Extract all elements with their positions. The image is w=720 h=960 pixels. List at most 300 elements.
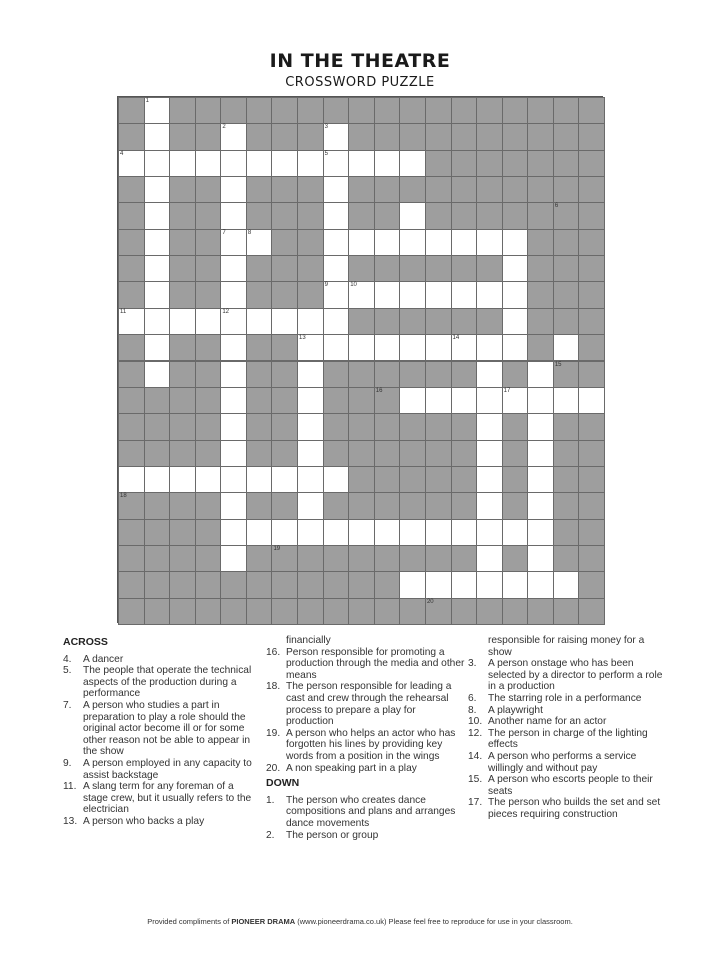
grid-cell-open[interactable]: [297, 308, 324, 335]
grid-cell-blocked: [578, 255, 605, 282]
grid-cell-open[interactable]: [374, 150, 401, 177]
clue-item-text: The person who builds the set and set pieces requiring construction: [488, 797, 661, 820]
grid-cell-open[interactable]: [220, 519, 247, 546]
grid-cell-open[interactable]: [323, 150, 350, 177]
grid-cell-open[interactable]: [553, 334, 580, 361]
grid-cell-open[interactable]: [476, 281, 503, 308]
grid-cell-open[interactable]: [399, 150, 426, 177]
grid-cell-open[interactable]: [220, 361, 247, 388]
footer-credit: [0, 917, 720, 926]
grid-cell-blocked: [399, 255, 426, 282]
grid-cell-blocked: [425, 492, 452, 519]
clue-item-text: A dancer: [83, 653, 124, 665]
grid-cell-open[interactable]: [451, 334, 478, 361]
grid-cell-blocked: [502, 150, 529, 177]
grid-cell-open[interactable]: [220, 255, 247, 282]
clue-number: 18: [120, 493, 127, 500]
grid-cell-open[interactable]: [553, 571, 580, 598]
clue-number: 9: [324, 282, 328, 289]
grid-cell-open[interactable]: [553, 387, 580, 414]
grid-cell-open[interactable]: [246, 150, 273, 177]
grid-cell-blocked: [553, 545, 580, 572]
grid-cell-blocked: [323, 492, 350, 519]
grid-cell-open[interactable]: [220, 176, 247, 203]
grid-cell-blocked: [553, 123, 580, 150]
clue-item-number: 9.: [63, 757, 72, 769]
grid-cell-blocked: [502, 413, 529, 440]
grid-cell-open[interactable]: [527, 545, 554, 572]
clue-item-number: 17.: [468, 797, 483, 809]
grid-cell-open[interactable]: [220, 334, 247, 361]
grid-cell-open[interactable]: [348, 334, 375, 361]
grid-cell-blocked: [246, 123, 273, 150]
grid-cell-blocked: [502, 361, 529, 388]
grid-cell-blocked: [476, 202, 503, 229]
grid-cell-open[interactable]: [118, 150, 145, 177]
grid-cell-open[interactable]: [451, 387, 478, 414]
clue-item-text: A person who studies a part in preparation to play a role should the original actor become ill or for some other reason not be able to appear in the show: [83, 699, 251, 758]
grid-cell-open[interactable]: [271, 519, 298, 546]
grid-cell-blocked: [118, 598, 145, 625]
clue-item: [63, 700, 258, 758]
grid-cell-blocked: [374, 361, 401, 388]
clue-item-number: 20.: [266, 762, 281, 774]
grid-cell-blocked: [118, 202, 145, 229]
grid-cell-open[interactable]: [323, 255, 350, 282]
grid-cell-blocked: [144, 545, 171, 572]
grid-cell-open[interactable]: [502, 281, 529, 308]
grid-cell-open[interactable]: [374, 334, 401, 361]
clue-item-number: 4.: [63, 653, 72, 665]
grid-cell-blocked: [118, 334, 145, 361]
grid-cell-open[interactable]: [425, 334, 452, 361]
grid-cell-blocked: [118, 413, 145, 440]
grid-cell-blocked: [246, 97, 273, 124]
grid-cell-open[interactable]: [220, 202, 247, 229]
grid-cell-blocked: [374, 440, 401, 467]
grid-cell-open[interactable]: [527, 492, 554, 519]
grid-cell-open[interactable]: [220, 308, 247, 335]
grid-cell-open[interactable]: [527, 571, 554, 598]
grid-cell-open[interactable]: [578, 387, 605, 414]
grid-cell-blocked: [169, 387, 196, 414]
grid-cell-open[interactable]: [425, 387, 452, 414]
grid-cell-open[interactable]: [476, 387, 503, 414]
grid-cell-open[interactable]: [169, 150, 196, 177]
grid-cell-open[interactable]: [502, 334, 529, 361]
grid-cell-open[interactable]: [451, 229, 478, 256]
grid-cell-blocked: [297, 229, 324, 256]
grid-cell-blocked: [578, 202, 605, 229]
grid-cell-blocked: [374, 545, 401, 572]
clue-number: 6: [554, 203, 559, 210]
grid-cell-blocked: [297, 281, 324, 308]
grid-cell-open[interactable]: [374, 229, 401, 256]
grid-cell-open[interactable]: [144, 150, 171, 177]
grid-cell-blocked: [374, 571, 401, 598]
grid-cell-blocked: [118, 387, 145, 414]
grid-cell-open[interactable]: [144, 97, 171, 124]
grid-cell-blocked: [553, 519, 580, 546]
down-clue-list: [266, 795, 466, 841]
grid-cell-blocked: [169, 123, 196, 150]
clue-column-2: [266, 635, 466, 841]
grid-cell-blocked: [195, 361, 222, 388]
clue-item: [266, 830, 466, 842]
grid-cell-blocked: [297, 598, 324, 625]
grid-cell-open[interactable]: [476, 519, 503, 546]
grid-cell-open[interactable]: [527, 519, 554, 546]
grid-cell-open[interactable]: [297, 150, 324, 177]
grid-cell-open[interactable]: [297, 466, 324, 493]
grid-cell-open[interactable]: [323, 466, 350, 493]
grid-cell-open[interactable]: [323, 308, 350, 335]
grid-cell-blocked: [451, 545, 478, 572]
grid-cell-blocked: [246, 413, 273, 440]
grid-cell-blocked: [246, 202, 273, 229]
grid-cell-blocked: [374, 176, 401, 203]
grid-cell-open[interactable]: [169, 308, 196, 335]
grid-cell-blocked: [399, 361, 426, 388]
grid-cell-blocked: [195, 229, 222, 256]
grid-cell-open[interactable]: [297, 519, 324, 546]
grid-cell-open[interactable]: [144, 255, 171, 282]
grid-cell-open[interactable]: [297, 413, 324, 440]
grid-cell-open[interactable]: [195, 466, 222, 493]
grid-cell-blocked: [271, 545, 298, 572]
grid-cell-open[interactable]: [399, 281, 426, 308]
grid-cell-open[interactable]: [476, 361, 503, 388]
grid-cell-open[interactable]: [425, 571, 452, 598]
grid-cell-blocked: [271, 334, 298, 361]
clue-number: 19: [273, 545, 281, 552]
clue-number: 16: [375, 387, 383, 394]
grid-cell-blocked: [348, 571, 375, 598]
grid-cell-open[interactable]: [476, 492, 503, 519]
clue-number: 17: [503, 387, 511, 394]
clue-item-text: The person in charge of the lighting effects: [488, 727, 648, 751]
grid-cell-blocked: [476, 598, 503, 625]
grid-cell-open[interactable]: [425, 229, 452, 256]
grid-cell-blocked: [323, 97, 350, 124]
grid-cell-blocked: [348, 308, 375, 335]
grid-cell-blocked: [348, 466, 375, 493]
grid-cell-open[interactable]: [527, 387, 554, 414]
clue-number: 15: [554, 361, 562, 368]
grid-cell-blocked: [246, 598, 273, 625]
grid-cell-blocked: [425, 176, 452, 203]
grid-cell-blocked: [271, 440, 298, 467]
grid-cell-open[interactable]: [144, 361, 171, 388]
clue-number: 14: [452, 335, 460, 342]
grid-cell-blocked: [399, 123, 426, 150]
grid-cell-blocked: [399, 176, 426, 203]
grid-cell-open[interactable]: [220, 440, 247, 467]
grid-cell-open[interactable]: [476, 229, 503, 256]
grid-cell-blocked: [323, 361, 350, 388]
grid-cell-open[interactable]: [144, 308, 171, 335]
clue-number: 7: [222, 229, 226, 236]
grid-cell-blocked: [348, 545, 375, 572]
grid-cell-blocked: [425, 255, 452, 282]
grid-cell-blocked: [169, 229, 196, 256]
grid-cell-blocked: [144, 387, 171, 414]
grid-cell-blocked: [323, 387, 350, 414]
clue-item: [468, 728, 663, 751]
grid-cell-blocked: [476, 97, 503, 124]
clue-item: [266, 728, 466, 763]
grid-cell-open[interactable]: [502, 308, 529, 335]
clue-number: 2: [222, 124, 226, 131]
grid-cell-open[interactable]: [399, 387, 426, 414]
grid-cell-blocked: [425, 361, 452, 388]
clue-item-number: 16.: [266, 646, 281, 658]
grid-cell-blocked: [323, 545, 350, 572]
grid-cell-open[interactable]: [502, 387, 529, 414]
grid-cell-open[interactable]: [374, 519, 401, 546]
grid-cell-blocked: [451, 202, 478, 229]
grid-cell-blocked: [399, 308, 426, 335]
grid-cell-blocked: [118, 176, 145, 203]
grid-cell-open[interactable]: [144, 466, 171, 493]
grid-cell-open[interactable]: [144, 202, 171, 229]
grid-cell-blocked: [118, 545, 145, 572]
grid-cell-open[interactable]: [476, 440, 503, 467]
grid-cell-blocked: [374, 598, 401, 625]
grid-cell-open[interactable]: [297, 387, 324, 414]
grid-cell-blocked: [578, 334, 605, 361]
clue-item: [266, 647, 466, 682]
grid-cell-open[interactable]: [195, 150, 222, 177]
grid-cell-blocked: [502, 492, 529, 519]
grid-cell-blocked: [323, 598, 350, 625]
grid-cell-blocked: [451, 176, 478, 203]
grid-cell-open[interactable]: [476, 466, 503, 493]
clue-item: [63, 816, 258, 828]
clue-number: 13: [299, 335, 306, 342]
grid-cell-blocked: [195, 176, 222, 203]
grid-cell-open[interactable]: [527, 440, 554, 467]
grid-cell-blocked: [169, 519, 196, 546]
clue-item: [266, 795, 466, 830]
grid-cell-open[interactable]: [348, 281, 375, 308]
grid-cell-blocked: [425, 202, 452, 229]
grid-cell-blocked: [399, 466, 426, 493]
puzzle-subtitle: CROSSWORD PUZZLE: [285, 75, 435, 90]
grid-cell-open[interactable]: [220, 123, 247, 150]
grid-cell-open[interactable]: [527, 466, 554, 493]
grid-cell-open[interactable]: [502, 255, 529, 282]
grid-cell-blocked: [578, 571, 605, 598]
clue-item-number: 11.: [63, 781, 77, 793]
grid-cell-blocked: [220, 571, 247, 598]
grid-cell-open[interactable]: [425, 281, 452, 308]
grid-cell-blocked: [118, 281, 145, 308]
grid-cell-open[interactable]: [220, 466, 247, 493]
grid-cell-open[interactable]: [476, 571, 503, 598]
clue-item-number: 15.: [468, 774, 483, 786]
grid-cell-open[interactable]: [144, 281, 171, 308]
grid-cell-open[interactable]: [348, 150, 375, 177]
clue-item-number: 1.: [266, 794, 275, 806]
clue-item: [63, 654, 258, 666]
grid-cell-blocked: [451, 308, 478, 335]
grid-cell-open[interactable]: [118, 308, 145, 335]
grid-cell-open[interactable]: [425, 519, 452, 546]
clue-item-number: 13.: [63, 815, 78, 827]
grid-cell-open[interactable]: [399, 229, 426, 256]
clue-item-text: A person who helps an actor who has forgotten his lines by providing key words from a position in the wings: [286, 727, 456, 762]
grid-cell-open[interactable]: [144, 123, 171, 150]
grid-cell-open[interactable]: [118, 466, 145, 493]
grid-cell-open[interactable]: [144, 334, 171, 361]
grid-cell-blocked: [374, 97, 401, 124]
grid-cell-blocked: [297, 202, 324, 229]
grid-cell-open[interactable]: [271, 308, 298, 335]
clue-item: [468, 797, 663, 820]
grid-cell-open[interactable]: [323, 176, 350, 203]
grid-cell-blocked: [374, 255, 401, 282]
grid-cell-blocked: [578, 413, 605, 440]
grid-cell-open[interactable]: [169, 466, 196, 493]
clue-item-number: 8.: [468, 704, 477, 716]
clue-item: [468, 705, 663, 717]
clue-item: [63, 781, 258, 816]
grid-cell-blocked: [578, 123, 605, 150]
grid-cell-blocked: [118, 97, 145, 124]
grid-cell-blocked: [425, 150, 452, 177]
grid-cell-open[interactable]: [476, 334, 503, 361]
grid-cell-blocked: [451, 255, 478, 282]
grid-cell-open[interactable]: [476, 413, 503, 440]
grid-cell-blocked: [271, 492, 298, 519]
grid-cell-blocked: [169, 281, 196, 308]
grid-cell-open[interactable]: [323, 519, 350, 546]
grid-cell-open[interactable]: [348, 229, 375, 256]
grid-cell-blocked: [553, 97, 580, 124]
grid-cell-blocked: [578, 361, 605, 388]
grid-cell-blocked: [476, 255, 503, 282]
grid-cell-open[interactable]: [451, 281, 478, 308]
grid-cell-open[interactable]: [451, 571, 478, 598]
grid-cell-open[interactable]: [323, 334, 350, 361]
grid-cell-open[interactable]: [271, 466, 298, 493]
clue-item-text: The people that operate the technical aspects of the production during a performance: [83, 665, 252, 700]
grid-cell-open[interactable]: [527, 413, 554, 440]
grid-cell-blocked: [169, 255, 196, 282]
grid-cell-open[interactable]: [297, 334, 324, 361]
grid-cell-blocked: [271, 202, 298, 229]
grid-cell-open[interactable]: [527, 361, 554, 388]
grid-cell-blocked: [348, 492, 375, 519]
grid-cell-blocked: [169, 440, 196, 467]
grid-cell-open[interactable]: [323, 123, 350, 150]
grid-cell-open[interactable]: [323, 229, 350, 256]
grid-cell-blocked: [348, 440, 375, 467]
grid-cell-open[interactable]: [502, 571, 529, 598]
grid-cell-blocked: [578, 97, 605, 124]
grid-cell-blocked: [451, 440, 478, 467]
down-heading: DOWN: [266, 777, 300, 790]
grid-cell-open[interactable]: [246, 466, 273, 493]
grid-cell-blocked: [195, 440, 222, 467]
grid-cell-blocked: [476, 123, 503, 150]
grid-cell-blocked: [578, 440, 605, 467]
grid-cell-blocked: [144, 571, 171, 598]
grid-cell-open[interactable]: [297, 492, 324, 519]
grid-cell-open[interactable]: [246, 308, 273, 335]
grid-cell-open[interactable]: [502, 519, 529, 546]
grid-cell-blocked: [271, 571, 298, 598]
clue-number: 5: [324, 150, 328, 157]
grid-cell-open[interactable]: [144, 229, 171, 256]
grid-cell-blocked: [348, 413, 375, 440]
grid-cell-open[interactable]: [374, 281, 401, 308]
grid-cell-open[interactable]: [220, 545, 247, 572]
grid-cell-open[interactable]: [246, 229, 273, 256]
grid-cell-blocked: [425, 413, 452, 440]
clue-item: [266, 681, 466, 727]
grid-cell-blocked: [144, 492, 171, 519]
grid-cell-open[interactable]: [502, 229, 529, 256]
grid-cell-open[interactable]: [220, 413, 247, 440]
grid-cell-open[interactable]: [451, 519, 478, 546]
grid-cell-blocked: [271, 97, 298, 124]
grid-cell-blocked: [297, 97, 324, 124]
grid-cell-open[interactable]: [297, 440, 324, 467]
grid-cell-blocked: [297, 571, 324, 598]
grid-cell-blocked: [476, 308, 503, 335]
grid-cell-blocked: [451, 123, 478, 150]
grid-cell-open[interactable]: [220, 150, 247, 177]
grid-cell-blocked: [195, 413, 222, 440]
grid-cell-open[interactable]: [271, 150, 298, 177]
grid-cell-open[interactable]: [246, 519, 273, 546]
grid-cell-open[interactable]: [297, 361, 324, 388]
grid-cell-blocked: [451, 598, 478, 625]
grid-cell-blocked: [220, 598, 247, 625]
grid-cell-blocked: [271, 598, 298, 625]
grid-cell-blocked: [527, 150, 554, 177]
grid-cell-open[interactable]: [323, 202, 350, 229]
grid-cell-open[interactable]: [144, 176, 171, 203]
grid-cell-open[interactable]: [348, 519, 375, 546]
grid-cell-open[interactable]: [399, 202, 426, 229]
grid-cell-blocked: [553, 202, 580, 229]
grid-cell-blocked: [169, 176, 196, 203]
grid-cell-open[interactable]: [476, 545, 503, 572]
clue-item-text: A person employed in any capacity to assist backstage: [83, 757, 252, 781]
grid-cell-blocked: [118, 123, 145, 150]
grid-cell-open[interactable]: [220, 229, 247, 256]
grid-cell-open[interactable]: [399, 571, 426, 598]
grid-cell-blocked: [578, 519, 605, 546]
grid-cell-blocked: [348, 361, 375, 388]
grid-cell-open[interactable]: [323, 281, 350, 308]
grid-cell-blocked: [553, 361, 580, 388]
grid-cell-open[interactable]: [220, 492, 247, 519]
grid-cell-blocked: [578, 176, 605, 203]
grid-cell-open[interactable]: [399, 334, 426, 361]
grid-cell-blocked: [195, 545, 222, 572]
grid-cell-blocked: [374, 466, 401, 493]
clue-item-number: 14.: [468, 750, 483, 762]
grid-cell-open[interactable]: [220, 387, 247, 414]
grid-cell-open[interactable]: [399, 519, 426, 546]
grid-cell-open[interactable]: [195, 308, 222, 335]
grid-cell-open[interactable]: [220, 281, 247, 308]
grid-cell-blocked: [502, 123, 529, 150]
